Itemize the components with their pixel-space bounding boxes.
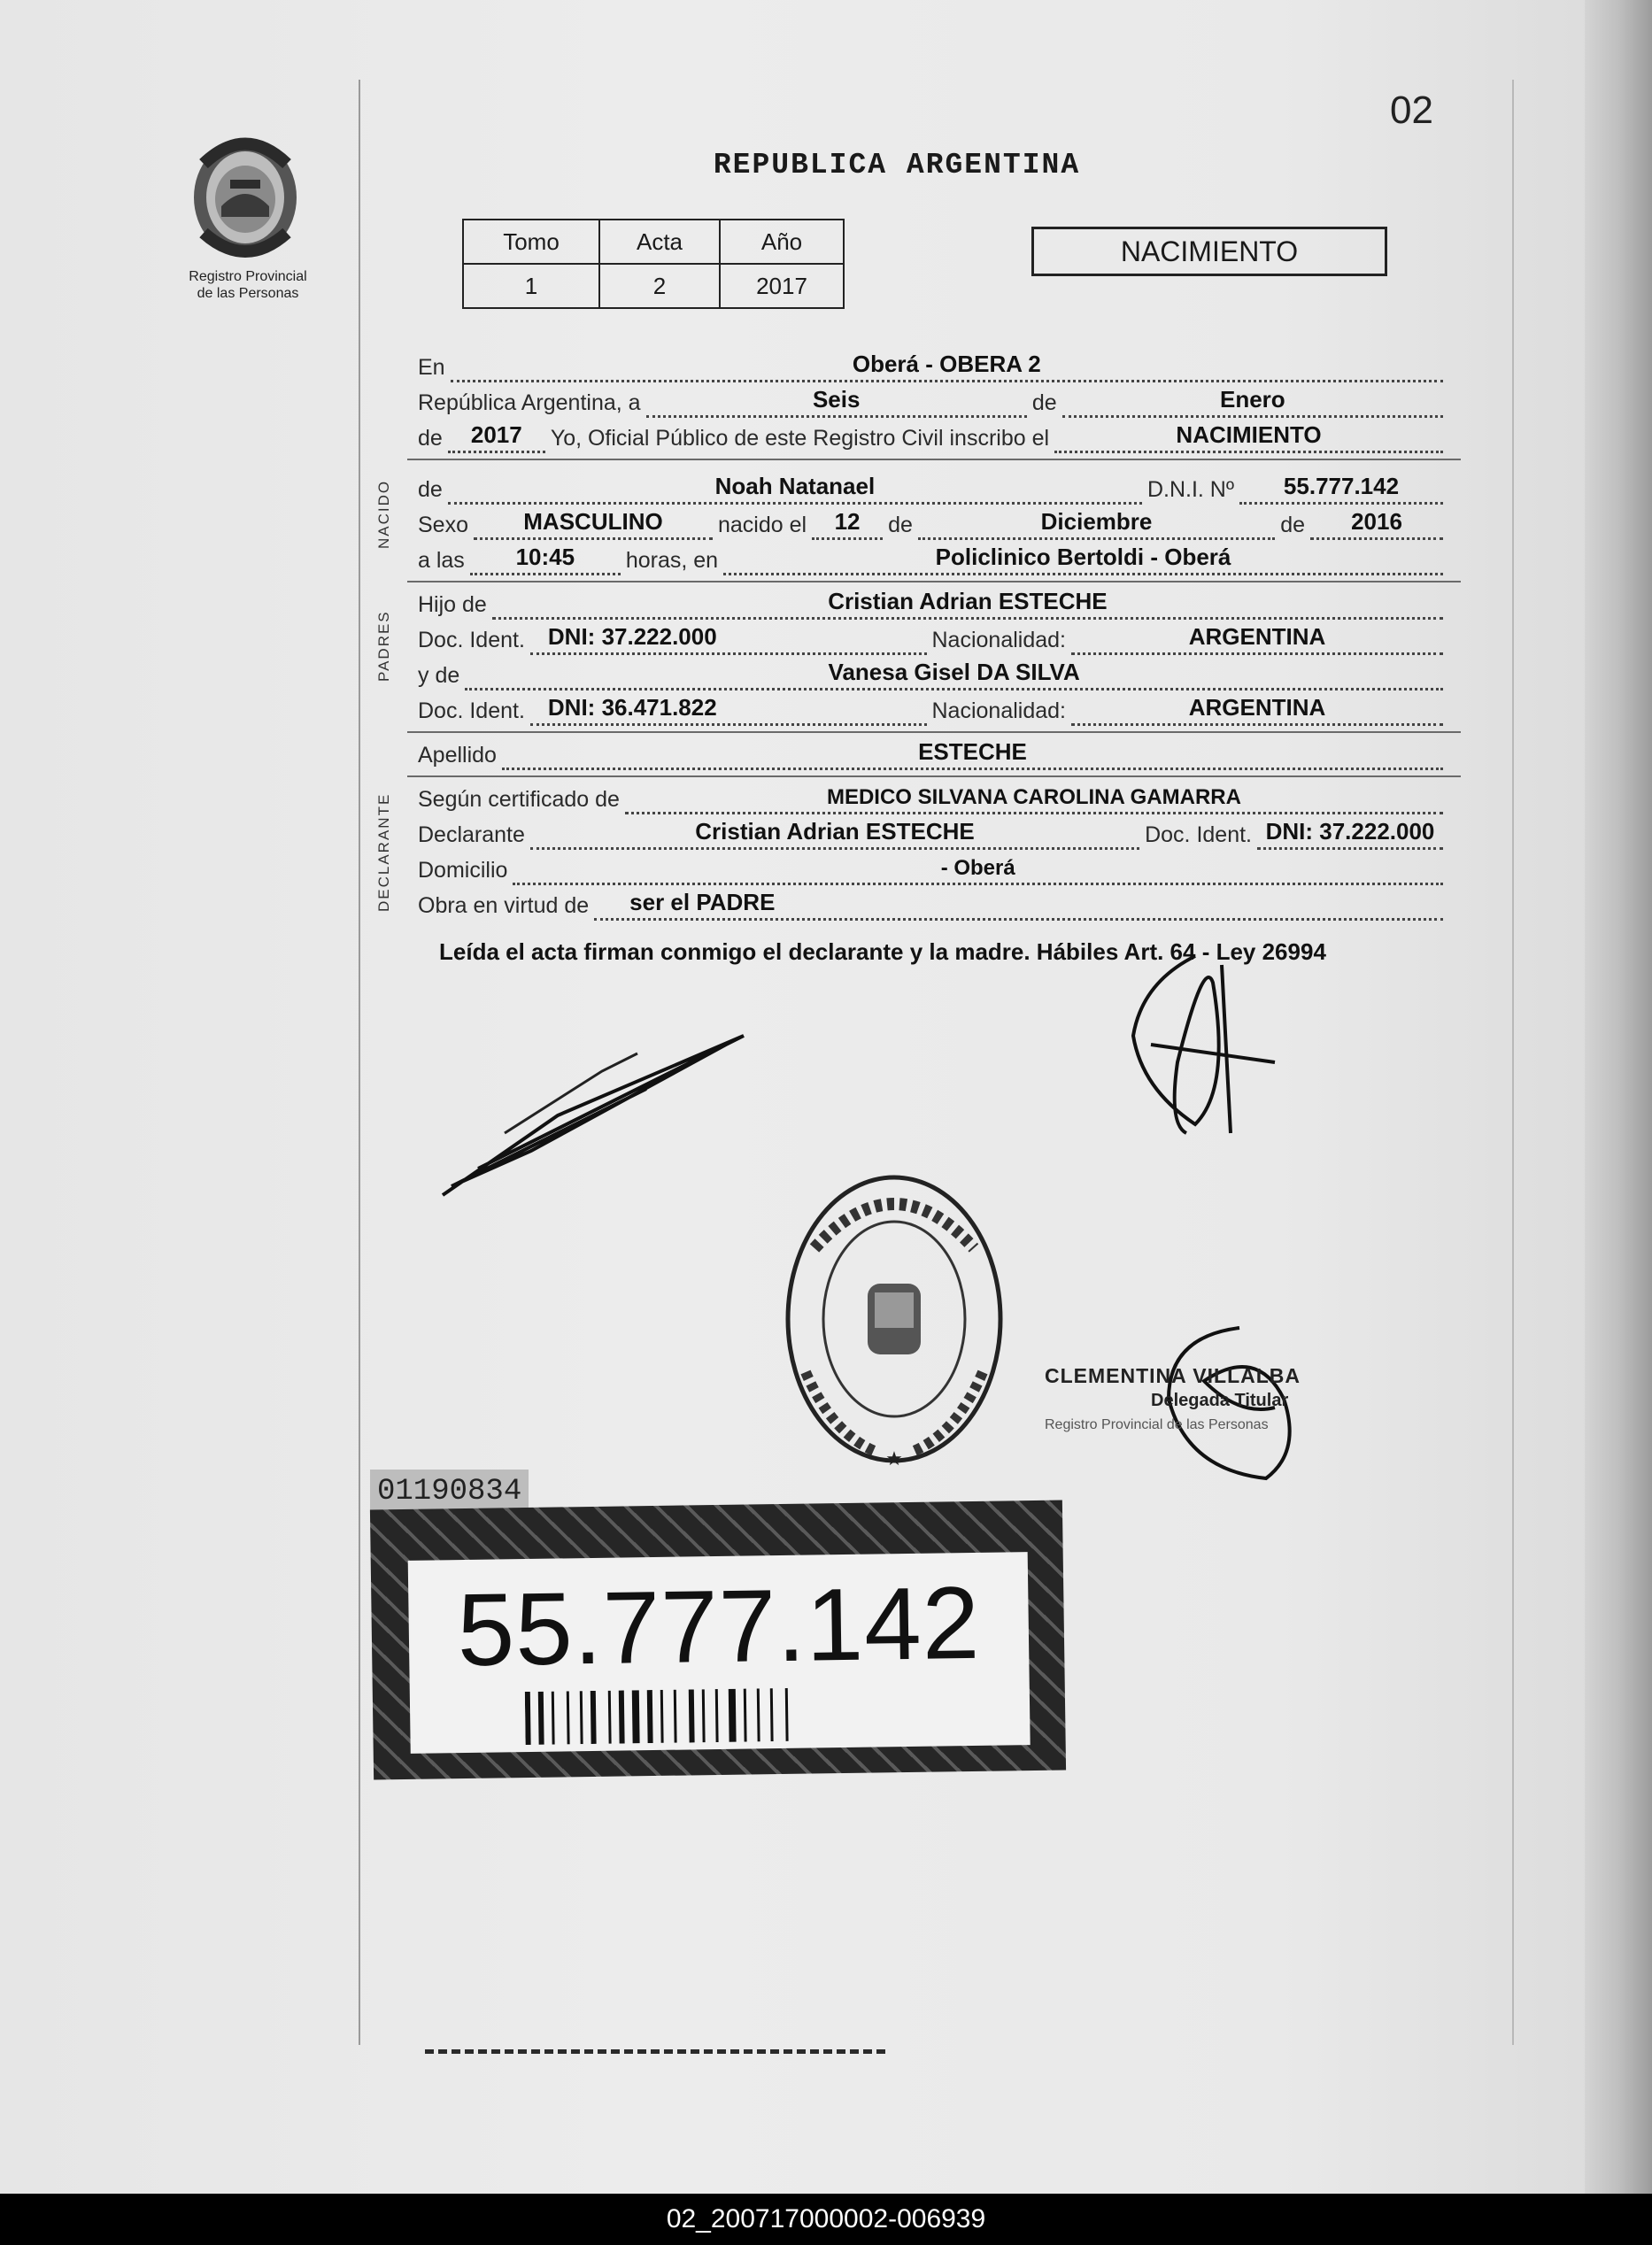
mother-name-value: Vanesa Gisel DA SILVA xyxy=(828,659,1080,685)
child-dni-value: 55.777.142 xyxy=(1283,473,1400,499)
inscription-type-value: NACIMIENTO xyxy=(1176,421,1322,448)
registry-office-stamp-icon xyxy=(779,1169,1009,1470)
closing-statement: Leída el acta firman conmigo el declarante y la madre. Hábiles Art. 64 - Ley 26994 xyxy=(439,938,1326,965)
table-cell: 2017 xyxy=(720,264,844,308)
declarant-row: Declarante Cristian Adrian ESTECHE Doc. Ident. DNI: 37.222.000 xyxy=(418,814,1448,850)
mother-name-row: y de Vanesa Gisel DA SILVA xyxy=(418,655,1448,690)
acts-by-virtue-row: Obra en virtud de ser el PADRE xyxy=(418,885,1448,921)
mother-signature-icon xyxy=(425,1018,761,1213)
father-nationality-value: ARGENTINA xyxy=(1188,623,1326,650)
declarant-signature-icon xyxy=(1124,947,1293,1142)
footer-dashed-line xyxy=(425,2049,885,2054)
time-place-row: a las 10:45 horas, en Policlinico Bertoldi - Oberá xyxy=(418,540,1448,575)
birth-day-value: 12 xyxy=(834,508,861,535)
image-id-text: 02_200717000002-006939 xyxy=(666,2204,986,2233)
section-divider xyxy=(407,581,1461,582)
section-label-padres: PADRES xyxy=(375,610,392,682)
birth-year-value: 2016 xyxy=(1351,508,1402,535)
birth-place-value: Policlinico Bertoldi - Oberá xyxy=(935,544,1231,570)
certificate-row: Según certificado de MEDICO SILVANA CAROLINA GAMARRA xyxy=(418,779,1448,814)
page-edge-shadow xyxy=(1585,0,1652,2194)
serial-number: 01190834 xyxy=(370,1470,529,1514)
record-type-box: NACIMIENTO xyxy=(1031,227,1387,276)
document-title: REPUBLICA ARGENTINA xyxy=(713,149,1081,181)
svg-text:★: ★ xyxy=(885,1448,903,1470)
table-row xyxy=(463,264,844,308)
table-header-cell: Acta xyxy=(599,220,720,264)
surname-row: Apellido ESTECHE xyxy=(418,735,1448,770)
image-id-bar xyxy=(0,2194,1652,2245)
mother-doc-row: Doc. Ident. DNI: 36.471.822 Nacionalidad: ARGENTINA xyxy=(418,690,1448,726)
table-header-cell: Año xyxy=(720,220,844,264)
certificate-value: MEDICO SILVANA CAROLINA GAMARRA xyxy=(826,785,1241,809)
child-name-row: de Noah Natanael D.N.I. Nº 55.777.142 xyxy=(418,469,1448,505)
official-registry: Registro Provincial de las Personas xyxy=(1045,1417,1269,1432)
declarant-name-value: Cristian Adrian ESTECHE xyxy=(695,818,975,845)
place-row: En Oberá - OBERA 2 xyxy=(418,347,1448,382)
surname-value: ESTECHE xyxy=(918,738,1027,765)
father-name-row: Hijo de Cristian Adrian ESTECHE xyxy=(418,584,1448,620)
mother-nationality-value: ARGENTINA xyxy=(1188,694,1326,721)
father-name-value: Cristian Adrian ESTECHE xyxy=(828,588,1108,614)
date-row: República Argentina, a Seis de Enero xyxy=(418,382,1448,418)
father-doc-row: Doc. Ident. DNI: 37.222.000 Nacionalidad: ARGENTINA xyxy=(418,620,1448,655)
tomo-acta-ano-table xyxy=(462,219,845,309)
section-divider xyxy=(407,775,1461,777)
dni-sticker-label xyxy=(408,1552,1031,1754)
barcode-icon xyxy=(525,1686,924,1745)
table-cell: 2 xyxy=(599,264,720,308)
left-margin-line xyxy=(359,80,360,2045)
section-divider xyxy=(407,731,1461,733)
sex-value: MASCULINO xyxy=(523,508,663,535)
day-value: Seis xyxy=(812,386,861,413)
sex-birthdate-row: Sexo MASCULINO nacido el 12 de Diciembre de 2016 xyxy=(418,505,1448,540)
section-divider xyxy=(407,459,1461,460)
official-name: CLEMENTINA VILLALBA xyxy=(1045,1364,1301,1387)
acts-by-virtue-value: ser el PADRE xyxy=(629,889,776,915)
section-label-declarante: DECLARANTE xyxy=(375,792,392,912)
page-number: 02 xyxy=(1390,89,1433,132)
registry-label: Registro Provincial de las Personas xyxy=(189,269,307,301)
sticker-dni-number: 55.777.142 xyxy=(456,1564,981,1688)
domicile-value: - Oberá xyxy=(940,856,1015,880)
official-role: Delegada Titular xyxy=(1151,1391,1289,1410)
dni-sticker xyxy=(370,1501,1066,1780)
official-signature-block xyxy=(1045,1363,1399,1438)
table-header-row xyxy=(463,220,844,264)
section-label-nacido: NACIDO xyxy=(375,479,392,549)
year-value: 2017 xyxy=(470,421,522,448)
right-margin-line xyxy=(1512,80,1514,2045)
place-value: Oberá - OBERA 2 xyxy=(852,351,1041,377)
inscription-row: de 2017 Yo, Oficial Público de este Registro Civil inscribo el NACIMIENTO xyxy=(418,418,1448,453)
birth-month-value: Diciembre xyxy=(1040,508,1153,535)
birth-time-value: 10:45 xyxy=(515,544,575,570)
child-name-value: Noah Natanael xyxy=(714,473,876,499)
month-value: Enero xyxy=(1220,386,1285,413)
father-doc-value: DNI: 37.222.000 xyxy=(547,623,717,650)
domicile-row: Domicilio - Oberá xyxy=(418,850,1448,885)
table-header-cell: Tomo xyxy=(463,220,599,264)
mother-doc-value: DNI: 36.471.822 xyxy=(547,694,717,721)
declarant-doc-value: DNI: 37.222.000 xyxy=(1265,818,1435,845)
table-cell: 1 xyxy=(463,264,599,308)
